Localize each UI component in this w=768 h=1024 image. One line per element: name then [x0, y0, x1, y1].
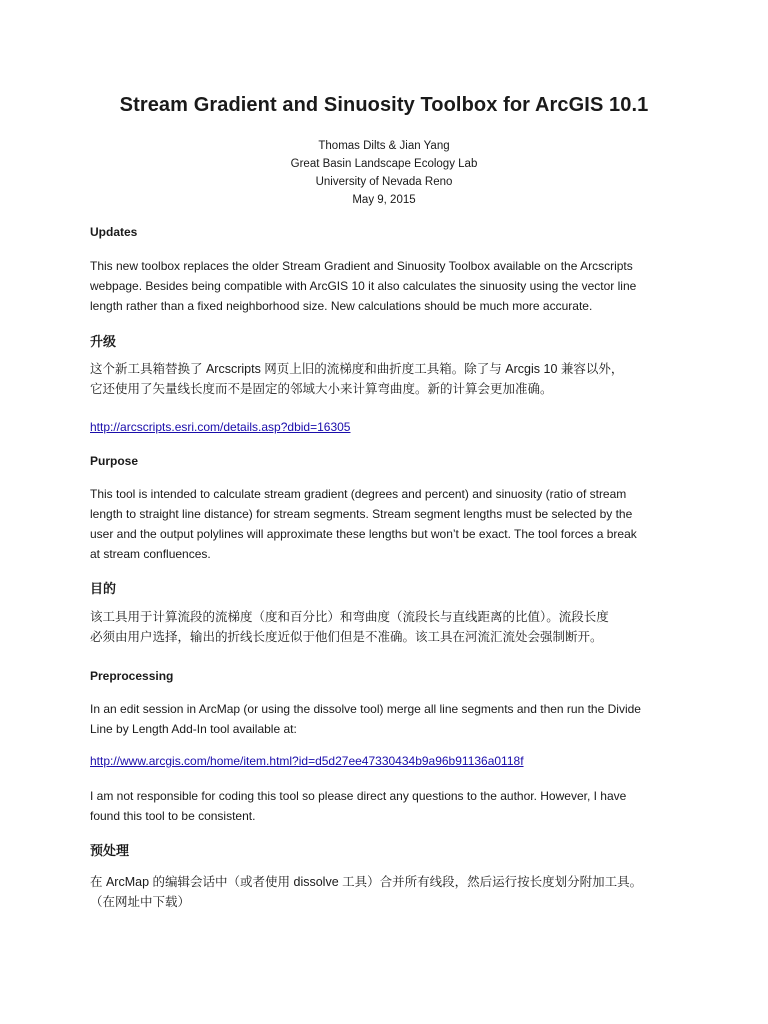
purpose-heading: Purpose	[90, 454, 139, 468]
preprocessing-heading: Preprocessing	[90, 669, 174, 683]
updates-cn-heading: 升级	[90, 334, 117, 349]
updates-cn-line: 这个新工具箱替换了 Arcscripts 网页上旧的流梯度和曲折度工具箱。除了与 Arcgis 10 兼容以外，	[90, 362, 624, 376]
preprocessing-cn-paragraph	[90, 872, 690, 912]
purpose-line: at stream confluences.	[90, 547, 211, 561]
updates-line: length rather than a fixed neighborhood size. New calculations should be much more accurate.	[90, 299, 593, 313]
updates-heading: Updates	[90, 225, 138, 239]
purpose-cn-paragraph	[90, 607, 690, 647]
updates-line: This new toolbox replaces the older Stream Gradient and Sinuosity Toolbox available on the Arcscripts	[90, 259, 633, 273]
disclaimer-paragraph	[90, 786, 690, 826]
updates-paragraph	[90, 256, 690, 316]
preprocessing-paragraph	[90, 699, 690, 739]
disclaimer-line: found this tool to be consistent.	[90, 809, 256, 823]
updates-line: webpage. Besides being compatible with ArcGIS 10 it also calculates the sinuosity using the vector line	[90, 279, 637, 293]
preprocessing-cn-line: 在 ArcMap 的编辑会话中（或者使用 dissolve 工具）合并所有线段，然后运行按长度划分附加工具。	[90, 875, 643, 889]
purpose-cn-line: 该工具用于计算流段的流梯度（度和百分比）和弯曲度（流段长与直线距离的比值）。流段长度	[90, 610, 609, 624]
preprocessing-line: Line by Length Add-In tool available at:	[90, 722, 297, 736]
purpose-line: This tool is intended to calculate stream gradient (degrees and percent) and sinuosity (ratio of stream	[90, 487, 627, 501]
purpose-cn-heading: 目的	[90, 581, 117, 596]
purpose-paragraph	[90, 484, 690, 564]
lab-name: Great Basin Landscape Ecology Lab	[290, 158, 478, 170]
purpose-line: user and the output polylines will approximate these lengths but won’t be exact. The tool forces a break	[90, 527, 637, 541]
arcgis-addin-link[interactable]: http://www.arcgis.com/home/item.html?id=d5d27ee47330434b9a96b91136a0118f	[90, 754, 524, 768]
arcscripts-link[interactable]: http://arcscripts.esri.com/details.asp?dbid=16305	[90, 420, 351, 434]
university-name: University of Nevada Reno	[315, 176, 453, 188]
purpose-cn-line: 必须由用户选择，输出的折线长度近似于他们但是不准确。该工具在河流汇流处会强制断开。	[90, 630, 603, 644]
document-date: May 9, 2015	[352, 194, 416, 206]
preprocessing-cn-line: （在网址中下载）	[90, 895, 191, 909]
document-title: Stream Gradient and Sinuosity Toolbox for ArcGIS 10.1	[119, 94, 649, 116]
preprocessing-line: In an edit session in ArcMap (or using the dissolve tool) merge all line segments and then run the Divide	[90, 702, 641, 716]
disclaimer-line: I am not responsible for coding this tool so please direct any questions to the author. However, I have	[90, 789, 627, 803]
preprocessing-cn-heading: 预处理	[90, 843, 130, 858]
authors: Thomas Dilts & Jian Yang	[318, 140, 450, 152]
updates-cn-paragraph	[90, 359, 690, 399]
updates-cn-line: 它还使用了矢量线长度而不是固定的邻域大小来计算弯曲度。新的计算会更加准确。	[90, 382, 553, 396]
purpose-line: length to straight line distance) for stream segments. Stream segment lengths must be selected by the	[90, 507, 633, 521]
